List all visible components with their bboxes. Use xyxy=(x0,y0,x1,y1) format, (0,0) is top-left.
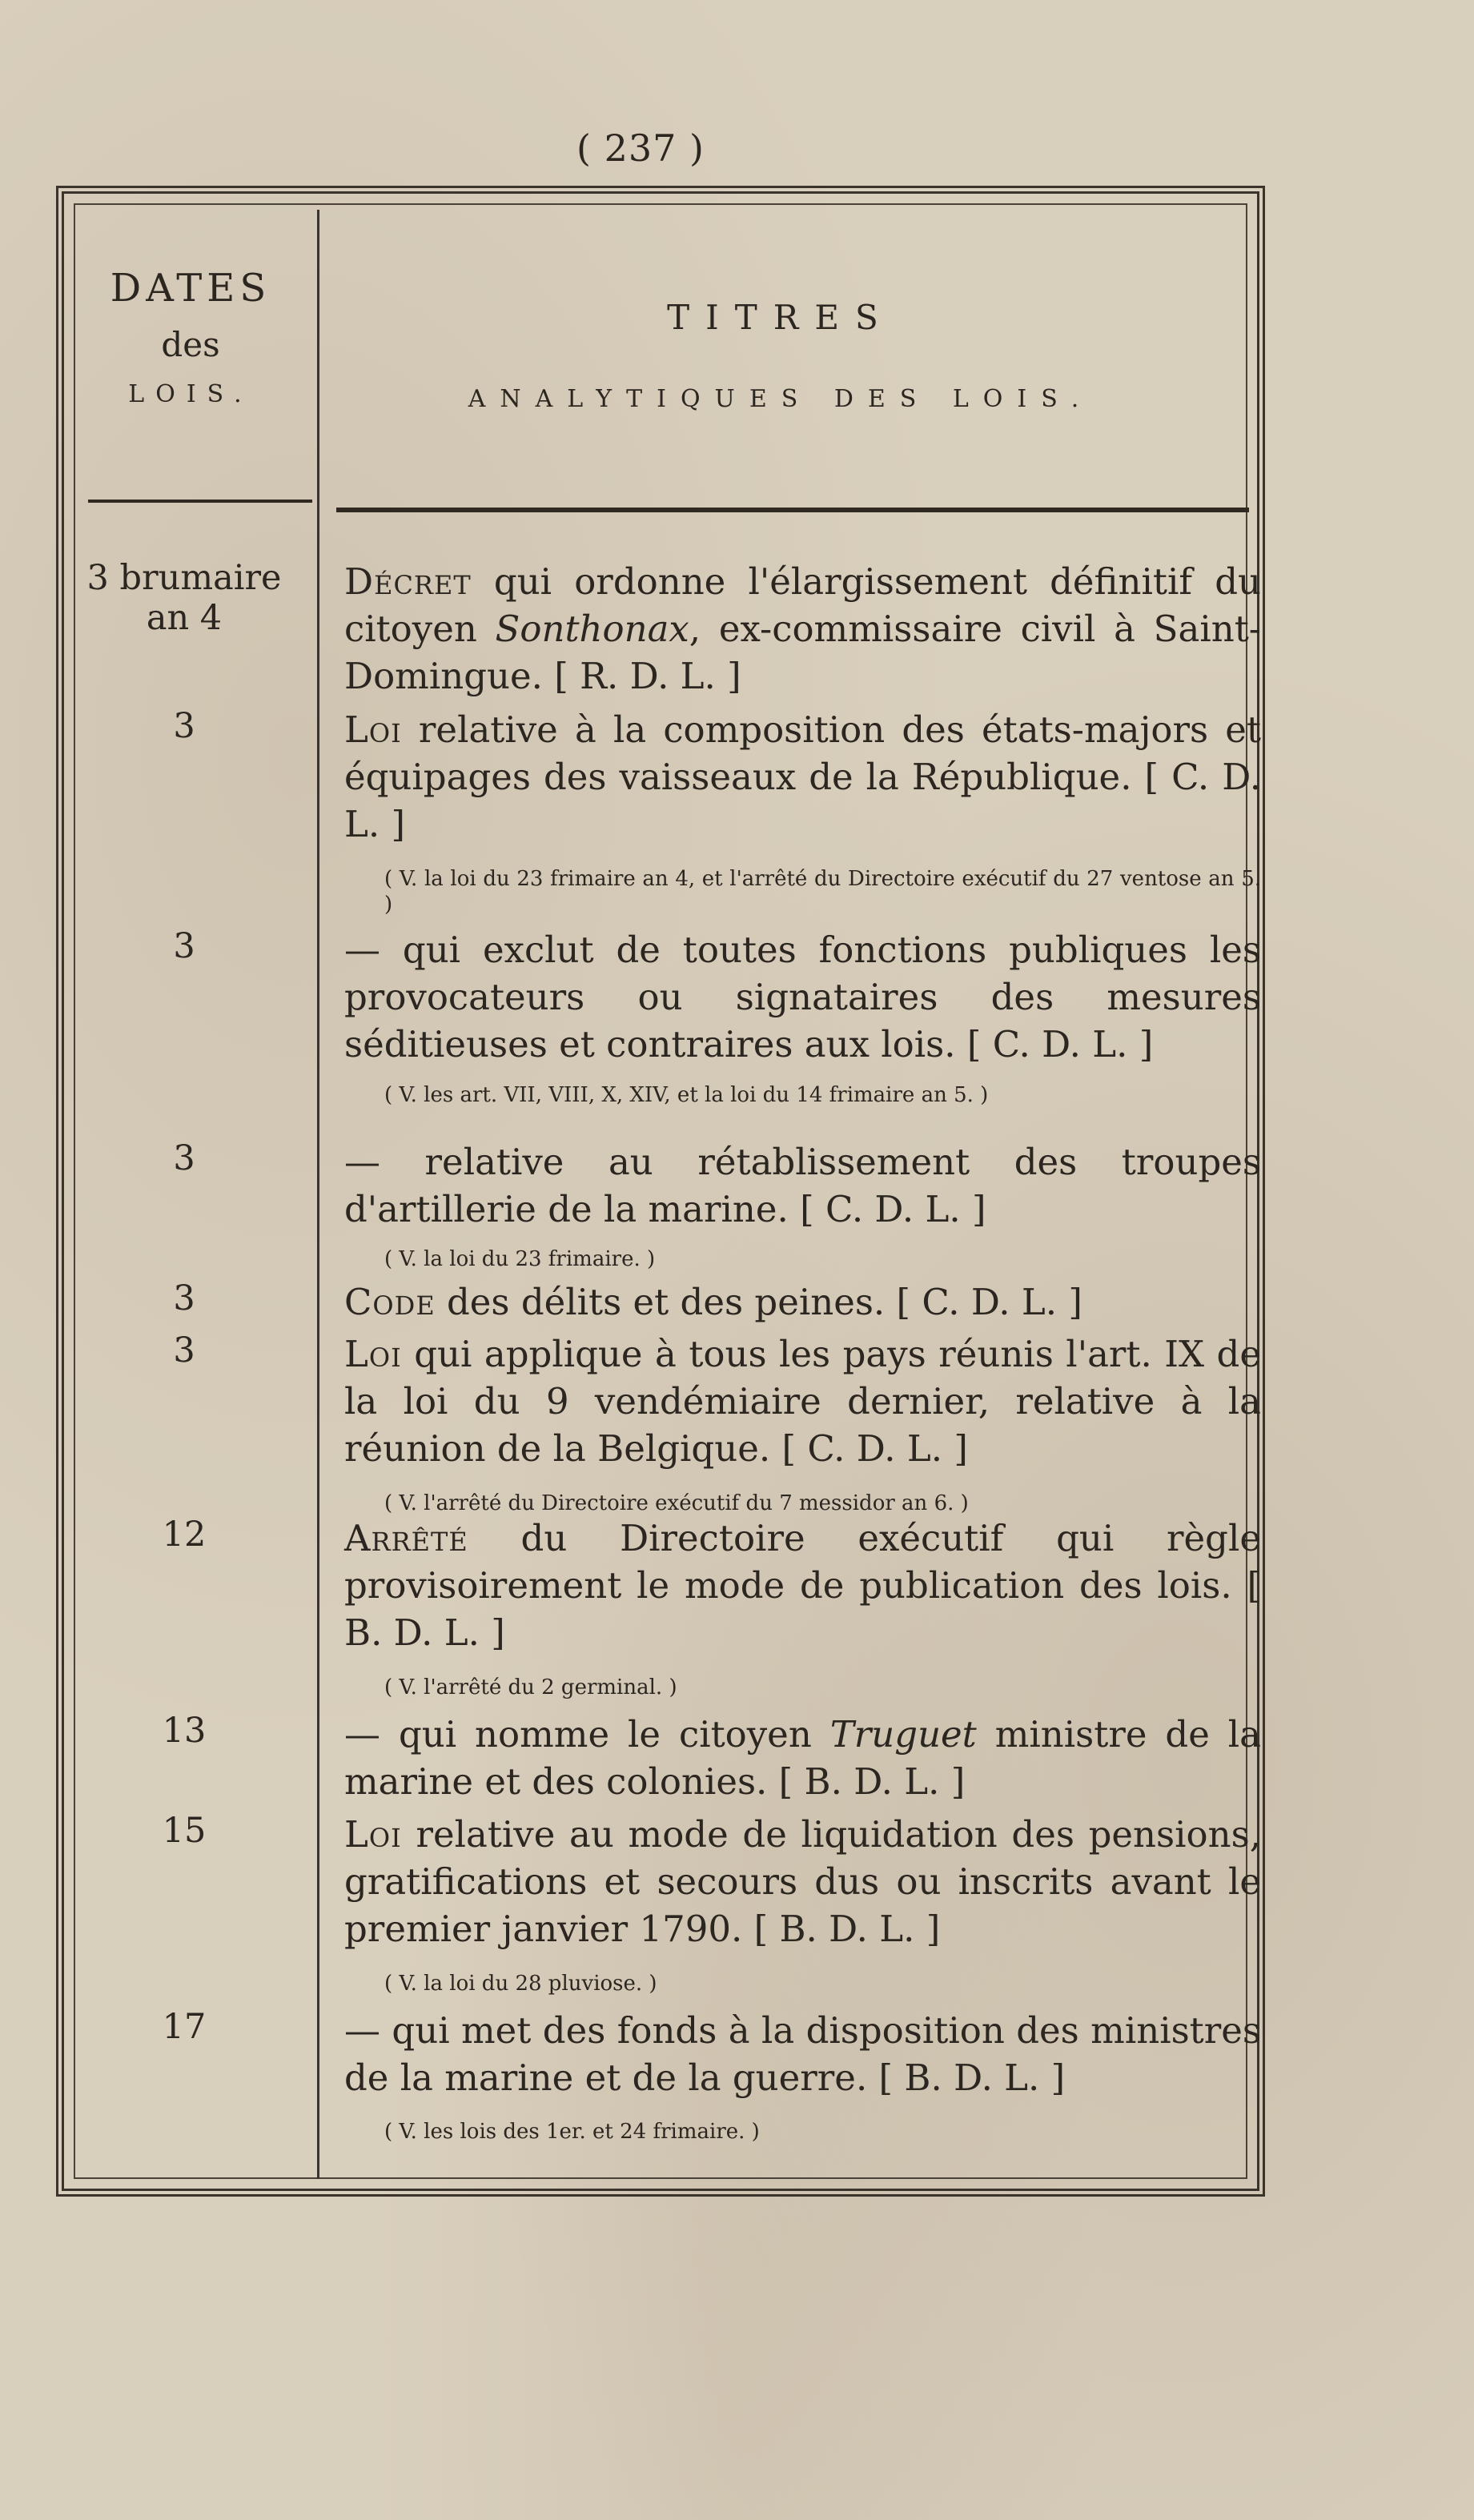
entry-lead: — xyxy=(344,929,380,971)
entry-date: 12 xyxy=(162,1515,207,1555)
entry-body-continued: , ex-commissaire civil à Saint-Domingue. [ R. D. L. ] xyxy=(344,608,1261,697)
titres-subtitle: ANALYTIQUES DES LOIS. xyxy=(468,385,1094,413)
entry-lead: Loi xyxy=(344,1333,402,1375)
entry-text xyxy=(344,706,1261,848)
entry-date: 3 xyxy=(173,1138,195,1178)
entry-lead: — xyxy=(344,1713,380,1756)
entry-date xyxy=(64,558,304,638)
entry-person-name: Truguet xyxy=(829,1713,977,1756)
entry-date-line2: an 4 xyxy=(146,598,223,638)
entry-date: 13 xyxy=(162,1711,207,1751)
entry-date: 17 xyxy=(162,2007,207,2047)
dates-column-header xyxy=(64,266,317,408)
entry-lead: — xyxy=(344,2009,380,2052)
entry-note: ( V. l'arrêté du 2 germinal. ) xyxy=(384,1675,677,1699)
entry-date-line1: 3 brumaire xyxy=(86,558,282,598)
header-rule-left xyxy=(88,500,312,503)
entry-body: relative au mode de liquidation des pensions, gratifications et secours dus ou inscrits avant le premier janvier 1790. [ B. D. L. ] xyxy=(344,1813,1261,1950)
column-divider xyxy=(317,210,319,2179)
entry-lead: Arrêté xyxy=(344,1517,468,1559)
dates-title: DATES xyxy=(110,266,271,311)
entry-person-name: Sonthonax xyxy=(495,608,689,650)
dates-lois: LOIS. xyxy=(128,380,253,408)
entry-body-continued: ministre de la marine et des colonies. [ B. D. L. ] xyxy=(344,1713,1261,1803)
entry-lead: Décret xyxy=(344,560,472,603)
titles-column-header xyxy=(320,298,1241,413)
page-number: ( 237 ) xyxy=(576,126,705,170)
entry-body: qui met des fonds à la disposition des ministres de la marine et de la guerre. [ B. D. L. ] xyxy=(344,2009,1261,2099)
entry-date: 3 xyxy=(173,706,195,746)
entry-lead: Loi xyxy=(344,708,402,751)
entry-body: des délits et des peines. [ C. D. L. ] xyxy=(447,1281,1082,1323)
entry-date: 15 xyxy=(162,1811,207,1851)
entry-note: ( V. les lois des 1er. et 24 frimaire. ) xyxy=(384,2120,760,2144)
entry-note: ( V. la loi du 23 frimaire an 4, et l'arrêté du Directoire exécutif du 27 ventose an 5. ) xyxy=(384,867,1261,917)
entry-note: ( V. les art. VII, VIII, X, XIV, et la loi du 14 frimaire an 5. ) xyxy=(384,1083,989,1107)
entry-date: 3 xyxy=(173,1330,195,1370)
entry-body: relative à la composition des états-majors et équipages des vaisseaux de la République. [ C. D. L. ] xyxy=(344,708,1261,845)
entry-note: ( V. la loi du 23 frimaire. ) xyxy=(384,1247,656,1271)
entry-lead: Loi xyxy=(344,1813,402,1856)
entry-text xyxy=(344,1138,1261,1233)
header-rule-right xyxy=(336,508,1249,512)
entry-lead: Code xyxy=(344,1281,436,1323)
entry-body: qui nomme le citoyen xyxy=(398,1713,812,1756)
entry-body: relative au rétablissement des troupes d'artillerie de la marine. [ C. D. L. ] xyxy=(344,1141,1261,1230)
table-frame xyxy=(56,186,1265,2197)
entry-text xyxy=(344,1811,1261,1952)
entry-body: qui exclut de toutes fonctions publiques les provocateurs ou signataires des mesures séditieuses et contraires aux lois. [ C. D. L. ] xyxy=(344,929,1261,1065)
entry-text xyxy=(344,1278,1261,1326)
entry-text xyxy=(344,1711,1261,1805)
entry-text xyxy=(344,2007,1261,2101)
entry-text xyxy=(344,1515,1261,1656)
dates-des: des xyxy=(161,325,220,364)
entry-text xyxy=(344,1330,1261,1472)
entry-text xyxy=(344,926,1261,1068)
entry-date: 3 xyxy=(173,926,195,966)
entry-date: 3 xyxy=(173,1278,195,1318)
entry-body: qui ordonne l'élargissement définitif du citoyen xyxy=(344,560,1261,650)
entry-body: qui applique à tous les pays réunis l'art. IX de la loi du 9 vendémiaire dernier, relative à la réunion de la Belgique. [ C. D. L. ] xyxy=(344,1333,1261,1470)
entry-note: ( V. l'arrêté du Directoire exécutif du 7 messidor an 6. ) xyxy=(384,1491,969,1515)
titres-title: TITRES xyxy=(667,298,894,337)
entry-text xyxy=(344,558,1261,700)
entry-note: ( V. la loi du 28 pluviose. ) xyxy=(384,1972,657,1996)
entry-lead: — xyxy=(344,1141,380,1183)
entry-body: du Directoire exécutif qui règle provisoirement le mode de publication des lois. [ B. D. L. ] xyxy=(344,1517,1261,1654)
